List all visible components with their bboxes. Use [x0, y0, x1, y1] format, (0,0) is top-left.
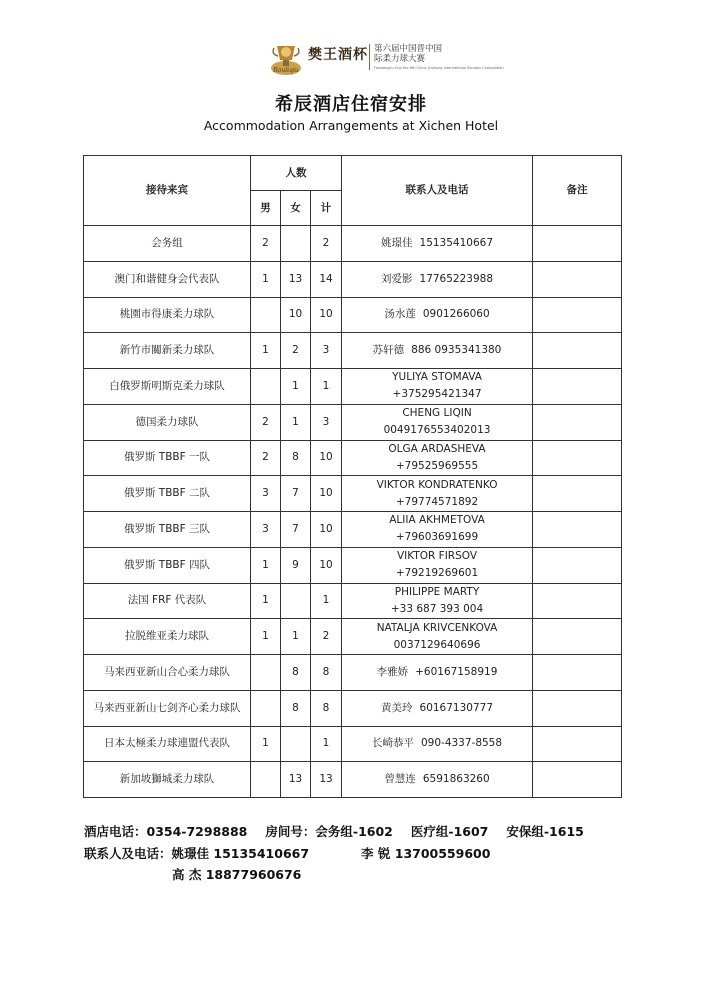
note-cell: [533, 726, 622, 762]
brand-name: 樊王酒杯: [308, 47, 368, 63]
page-title-cn: 希辰酒店住宿安排: [275, 94, 427, 115]
female-count-cell: 7: [281, 476, 311, 512]
contact-name: 姚璟佳: [381, 236, 413, 249]
male-count-cell: [251, 297, 281, 333]
female-count-cell: 2: [281, 333, 311, 369]
total-count-cell: 10: [311, 297, 342, 333]
contact-name: 曾慧连: [384, 773, 416, 786]
male-count-cell: [251, 690, 281, 726]
total-count-cell: 8: [311, 690, 342, 726]
contact-2: 李 锐 13700559600: [361, 846, 491, 861]
contact-name: PHILIPPE MARTY: [394, 585, 480, 598]
note-cell: [533, 369, 622, 405]
contact-name: 黄美玲: [381, 701, 413, 714]
team-cell: 拉脱维亚柔力球队: [84, 619, 251, 655]
note-cell: [533, 762, 622, 798]
contact-cell: [342, 583, 533, 619]
table-row: [84, 762, 622, 798]
contact-cell: [342, 476, 533, 512]
contact-cell: [342, 655, 533, 691]
footer-line-phone-rooms: [84, 822, 584, 840]
table-row: [84, 583, 622, 619]
female-count-cell: 8: [281, 440, 311, 476]
contact-phone: +79774571892: [395, 495, 479, 508]
event-name-cn: 第六届中国晋中国际柔力球大赛: [374, 44, 443, 64]
table-row: [84, 440, 622, 476]
header-contact: 联系人及电话: [342, 156, 533, 226]
contact-phone: +375295421347: [392, 388, 482, 401]
table-row: [84, 726, 622, 762]
female-count-cell: 13: [281, 762, 311, 798]
note-cell: [533, 226, 622, 262]
contact-cell: [342, 512, 533, 548]
total-count-cell: 3: [311, 333, 342, 369]
note-cell: [533, 583, 622, 619]
total-count-cell: 2: [311, 619, 342, 655]
contact-cell: [342, 547, 533, 583]
contact-cell: [342, 333, 533, 369]
header-female: 女: [281, 191, 311, 226]
contact-phone: 0901266060: [422, 308, 490, 321]
contact-name: 长崎恭平: [371, 737, 414, 750]
male-count-cell: 1: [251, 261, 281, 297]
female-count-cell: 8: [281, 690, 311, 726]
note-cell: [533, 619, 622, 655]
team-cell: 桃園市得康柔力球队: [84, 297, 251, 333]
header-male: 男: [251, 191, 281, 226]
footer-line-contact-3: [172, 865, 301, 883]
contact-name: NATALJA KRIVCENKOVA: [376, 621, 498, 634]
table-row: [84, 404, 622, 440]
note-cell: [533, 261, 622, 297]
contact-cell: [342, 261, 533, 297]
male-count-cell: 3: [251, 512, 281, 548]
event-header: [268, 38, 504, 80]
contact-cell: [342, 762, 533, 798]
male-count-cell: 2: [251, 404, 281, 440]
table-row: [84, 333, 622, 369]
contact-cell: [342, 404, 533, 440]
event-name-en: Fanwangjiu Cup the 6th China Jinzhong International Rouliqiu Competition: [374, 66, 504, 70]
note-cell: [533, 404, 622, 440]
table-row: [84, 619, 622, 655]
total-count-cell: 10: [311, 547, 342, 583]
room-meeting: 会务组-1602: [315, 824, 393, 839]
total-count-cell: 1: [311, 583, 342, 619]
female-count-cell: 1: [281, 404, 311, 440]
contact-cell: [342, 369, 533, 405]
contact-name: 李雅娇: [376, 665, 409, 678]
female-count-cell: 1: [281, 369, 311, 405]
total-count-cell: 10: [311, 476, 342, 512]
total-count-cell: 13: [311, 762, 342, 798]
team-cell: 白俄罗斯明斯克柔力球队: [84, 369, 251, 405]
male-count-cell: [251, 762, 281, 798]
contact-name: OLGA ARDASHEVA: [388, 442, 486, 455]
male-count-cell: 1: [251, 547, 281, 583]
male-count-cell: 1: [251, 726, 281, 762]
female-count-cell: 8: [281, 655, 311, 691]
contact-cell: [342, 619, 533, 655]
contact-phone: 15135410667: [419, 236, 494, 249]
note-cell: [533, 690, 622, 726]
contact-phone: 886 0935341380: [411, 344, 502, 357]
table-row: [84, 297, 622, 333]
team-cell: 法国 FRF 代表队: [84, 583, 251, 619]
team-cell: 俄罗斯 TBBF 四队: [84, 547, 251, 583]
team-cell: 新竹市關新柔力球队: [84, 333, 251, 369]
female-count-cell: [281, 226, 311, 262]
trophy-logo-icon: [268, 38, 304, 78]
table-row: [84, 369, 622, 405]
svg-text:Rouliqiu: Rouliqiu: [273, 67, 299, 74]
team-cell: 会务组: [84, 226, 251, 262]
note-cell: [533, 547, 622, 583]
note-cell: [533, 476, 622, 512]
table-row: [84, 226, 622, 262]
female-count-cell: [281, 726, 311, 762]
female-count-cell: 13: [281, 261, 311, 297]
contact-phone: 0049176553402013: [383, 424, 491, 437]
total-count-cell: 1: [311, 369, 342, 405]
contact-cell: [342, 297, 533, 333]
contact-3: 高 杰 18877960676: [172, 867, 302, 882]
table-row: [84, 261, 622, 297]
male-count-cell: [251, 369, 281, 405]
contact-name: YULIYA STOMAVA: [392, 371, 482, 384]
table-row: [84, 476, 622, 512]
contact-name: VIKTOR KONDRATENKO: [376, 478, 498, 491]
male-count-cell: 3: [251, 476, 281, 512]
rooms-label: 房间号：: [265, 824, 316, 839]
contact-cell: [342, 726, 533, 762]
team-cell: 俄罗斯 TBBF 二队: [84, 476, 251, 512]
total-count-cell: 1: [311, 726, 342, 762]
table-row: [84, 512, 622, 548]
total-count-cell: 3: [311, 404, 342, 440]
contact-cell: [342, 226, 533, 262]
note-cell: [533, 333, 622, 369]
total-count-cell: 10: [311, 512, 342, 548]
contact-phone: 0037129640696: [393, 638, 481, 651]
footer-line-contacts: [84, 844, 490, 862]
contact-phone: +33 687 393 004: [390, 602, 484, 615]
table-row: [84, 690, 622, 726]
team-cell: 马来西亚新山合心柔力球队: [84, 655, 251, 691]
contact-phone: +79603691699: [395, 531, 479, 544]
team-cell: 澳门和谐健身会代表队: [84, 261, 251, 297]
female-count-cell: [281, 583, 311, 619]
contact-phone: 17765223988: [419, 272, 494, 285]
team-cell: 俄罗斯 TBBF 一队: [84, 440, 251, 476]
contact-name: 刘爱影: [381, 272, 413, 285]
contact-name: ALIIA AKHMETOVA: [389, 514, 485, 527]
contact-1: 姚璟佳 15135410667: [171, 846, 310, 861]
page-title-en: Accommodation Arrangements at Xichen Hotel: [203, 118, 499, 133]
note-cell: [533, 297, 622, 333]
male-count-cell: [251, 655, 281, 691]
accommodation-table: [83, 155, 622, 798]
note-cell: [533, 655, 622, 691]
contact-phone: 6591863260: [422, 773, 490, 786]
contact-name: 汤水莲: [384, 308, 416, 321]
table-row: [84, 547, 622, 583]
male-count-cell: 2: [251, 440, 281, 476]
team-cell: 俄罗斯 TBBF 三队: [84, 512, 251, 548]
table-row: [84, 655, 622, 691]
header-team: 接待来宾: [84, 156, 251, 226]
contact-cell: [342, 440, 533, 476]
contact-phone: 60167130777: [419, 701, 494, 714]
total-count-cell: 10: [311, 440, 342, 476]
note-cell: [533, 512, 622, 548]
male-count-cell: 2: [251, 226, 281, 262]
team-cell: 马来西亚新山七剑齐心柔力球队: [84, 690, 251, 726]
header-note: 备注: [533, 156, 622, 226]
header-total: 计: [311, 191, 342, 226]
contact-name: VIKTOR FIRSOV: [397, 550, 478, 563]
team-cell: 德国柔力球队: [84, 404, 251, 440]
team-cell: 新加坡獅城柔力球队: [84, 762, 251, 798]
contact-phone: +60167158919: [415, 665, 498, 678]
team-cell: 日本太極柔力球連盟代表队: [84, 726, 251, 762]
note-cell: [533, 440, 622, 476]
room-medical: 医疗组-1607: [410, 824, 489, 839]
male-count-cell: 1: [251, 619, 281, 655]
contact-name: CHENG LIQIN: [402, 407, 472, 420]
contacts-label: 联系人及电话：: [84, 846, 172, 861]
contact-phone: +79219269601: [395, 567, 479, 580]
room-security: 安保组-1615: [506, 824, 584, 839]
total-count-cell: 8: [311, 655, 342, 691]
contact-name: 苏轩德: [372, 344, 405, 357]
female-count-cell: 1: [281, 619, 311, 655]
female-count-cell: 10: [281, 297, 311, 333]
contact-phone: 090-4337-8558: [420, 737, 503, 750]
header-count: 人数: [251, 156, 342, 191]
contact-cell: [342, 690, 533, 726]
hotel-phone: 酒店电话：0354-7298888: [84, 824, 248, 839]
total-count-cell: 14: [311, 261, 342, 297]
male-count-cell: 1: [251, 333, 281, 369]
male-count-cell: 1: [251, 583, 281, 619]
header-divider: [369, 44, 370, 70]
female-count-cell: 9: [281, 547, 311, 583]
total-count-cell: 2: [311, 226, 342, 262]
contact-phone: +79525969555: [395, 459, 479, 472]
female-count-cell: 7: [281, 512, 311, 548]
